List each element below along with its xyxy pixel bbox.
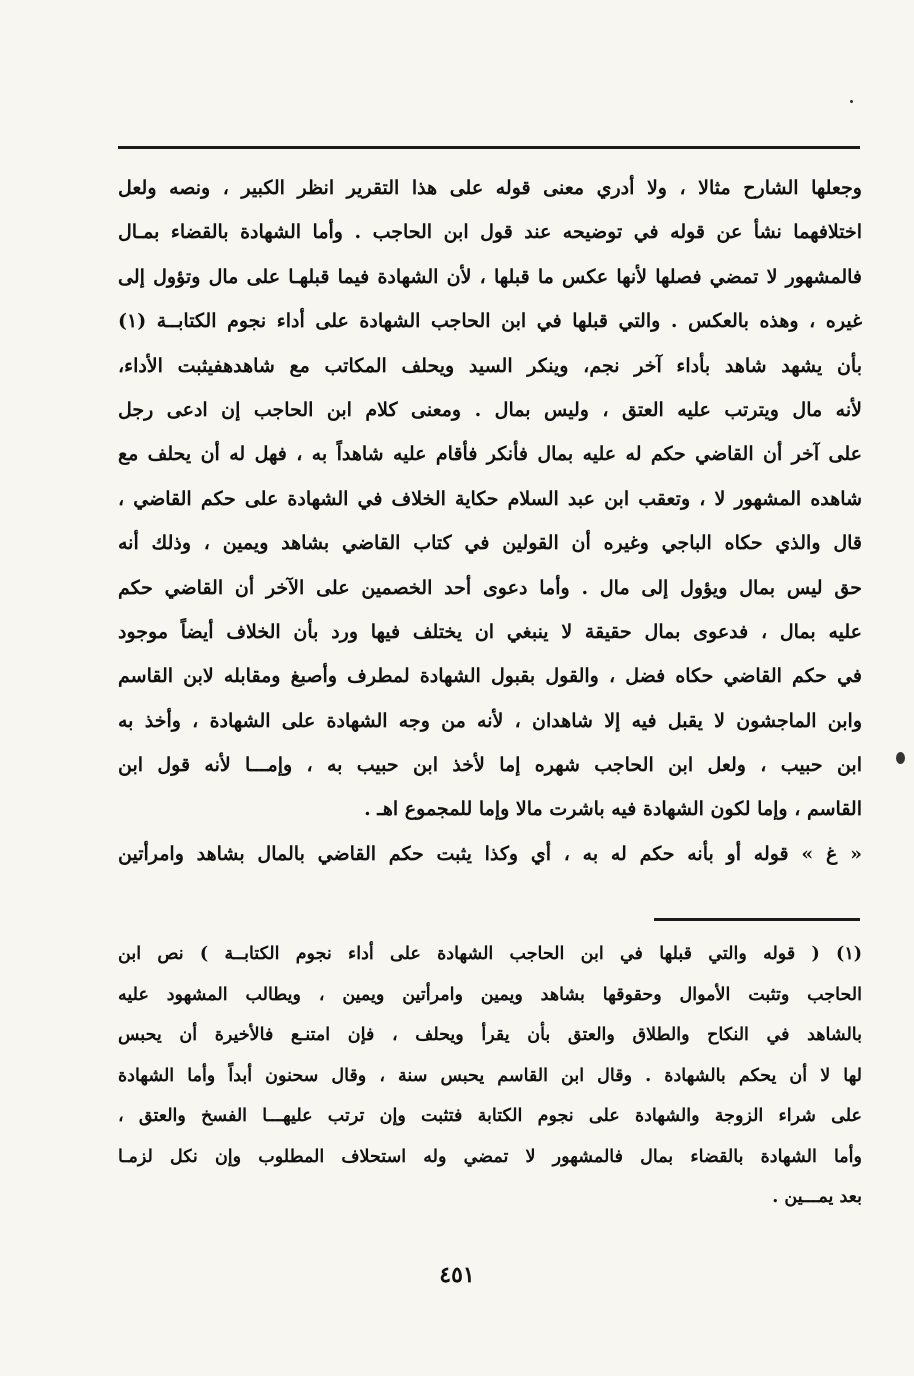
- body-line: « غ » قوله أو بأنه حكم له به ، أي وكذا يثبت حكم القاضي بالمال بشاهد وامرأتين: [118, 842, 862, 865]
- footnote-line: بالشاهد في النكاح والطلاق والعتق بأن يقرأ ويحلف ، فإن امتنـع فالأخيرة أن يحبس: [118, 1025, 862, 1045]
- body-line: لأنه مال ويترتب عليه العتق ، وليس بمال . ومعنى كلام ابن الحاجب إن ادعى رجل: [118, 398, 862, 421]
- footnote-line: لها لا أن يحكم بالشهادة . وقال ابن القاسم يحبس سنة ، وقال سحنون أبداً وأما الشهادة: [118, 1065, 862, 1086]
- footnote-line: بعد يمـــين .: [772, 1187, 862, 1207]
- header-rule: [118, 146, 860, 149]
- footnote-text: [118, 934, 862, 1218]
- body-line: في حكم القاضي حكاه فضل ، والقول بقبول الشهادة لمطرف وأصبغ ومقابله لابن القاسم: [118, 665, 862, 688]
- body-line: اختلافهما نشأ عن قوله في توضيحه عند قول ابن الحاجب . وأما الشهادة بالقضاء بمـال: [118, 221, 862, 244]
- footnote-line: على شراء الزوجة والشهادة على نجوم الكتابة فتثبت وإن ترتب عليهـــا الفسخ والعتق ،: [118, 1106, 862, 1126]
- body-line: حق ليس بمال ويؤول إلى مال . وأما دعوى أحد الخصمين على الآخر أن القاضي حكم: [118, 576, 862, 599]
- footnote-line: (١) ( قوله والتي قبلها في ابن الحاجب الشهادة على أداء نجوم الكتابــة ) نص ابن: [118, 944, 862, 964]
- footnote-line: الحاجب وتثبت الأموال وحقوقها بشاهد ويمين وامرأتين ويمين ، ويطالب المشهود عليه: [118, 984, 862, 1005]
- footnote-line: وأما الشهادة بالقضاء بمال فالمشهور لا تمضي وله استحلاف المطلوب وإن نكل لزمـا: [118, 1146, 862, 1167]
- body-line: شاهده المشهور لا ، وتعقب ابن عبد السلام حكاية الخلاف في الشهادة على حكم القاضي ،: [118, 487, 862, 510]
- body-line: ابن حبيب ، ولعل ابن الحاجب شهره إما لأخذ ابن حبيب به ، وإمـــا لأنه قول ابن: [118, 754, 862, 777]
- body-line: بأن يشهد شاهد بأداء آخر نجم، وينكر السيد ويحلف المكاتب مع شاهدهفيثبت الأداء،: [118, 354, 862, 377]
- body-line: عليه بمال ، فدعوى بمال حقيقة لا ينبغي ان يختلف فيها ورد بأن الخلاف أيضاً موجود: [118, 620, 862, 643]
- body-line: فالمشهور لا تمضي فصلها لأنها عكس ما قبلها ، لأن الشهادة فيما قبلهـا على مال وتؤول إلى: [118, 265, 862, 288]
- body-line: وابن الماجشون لا يقبل فيه إلا شاهدان ، لأنه من وجه الشهادة على الشهادة ، وأخذ به: [118, 709, 862, 732]
- body-line: قال والذي حكاه الباجي وغيره أن القولين في كتاب القاضي بشاهد ويمين ، وذلك أنه: [118, 532, 862, 555]
- footnote-rule: [654, 918, 860, 921]
- page-number: ٤٥١: [439, 1262, 475, 1288]
- scan-speck: [896, 752, 905, 764]
- scan-speck: [850, 100, 853, 103]
- body-line: القاسم ، وإما لكون الشهادة فيه باشرت مالا وإما للمجموع اهـ .: [364, 798, 862, 821]
- main-body-text: [118, 166, 862, 876]
- body-line: على آخر أن القاضي حكم له عليه بمال فأنكر فأقام عليه شاهداً به ، فهل له أن يحلف مع: [118, 443, 862, 466]
- body-line: وجعلها الشارح مثالا ، ولا أدري معنى قوله على هذا التقرير انظر الكبير ، ونصه ولعل: [118, 177, 862, 199]
- body-line: غيره ، وهذه بالعكس . والتي قبلها في ابن الحاجب الشهادة على أداء نجوم الكتابــة (١): [118, 310, 862, 333]
